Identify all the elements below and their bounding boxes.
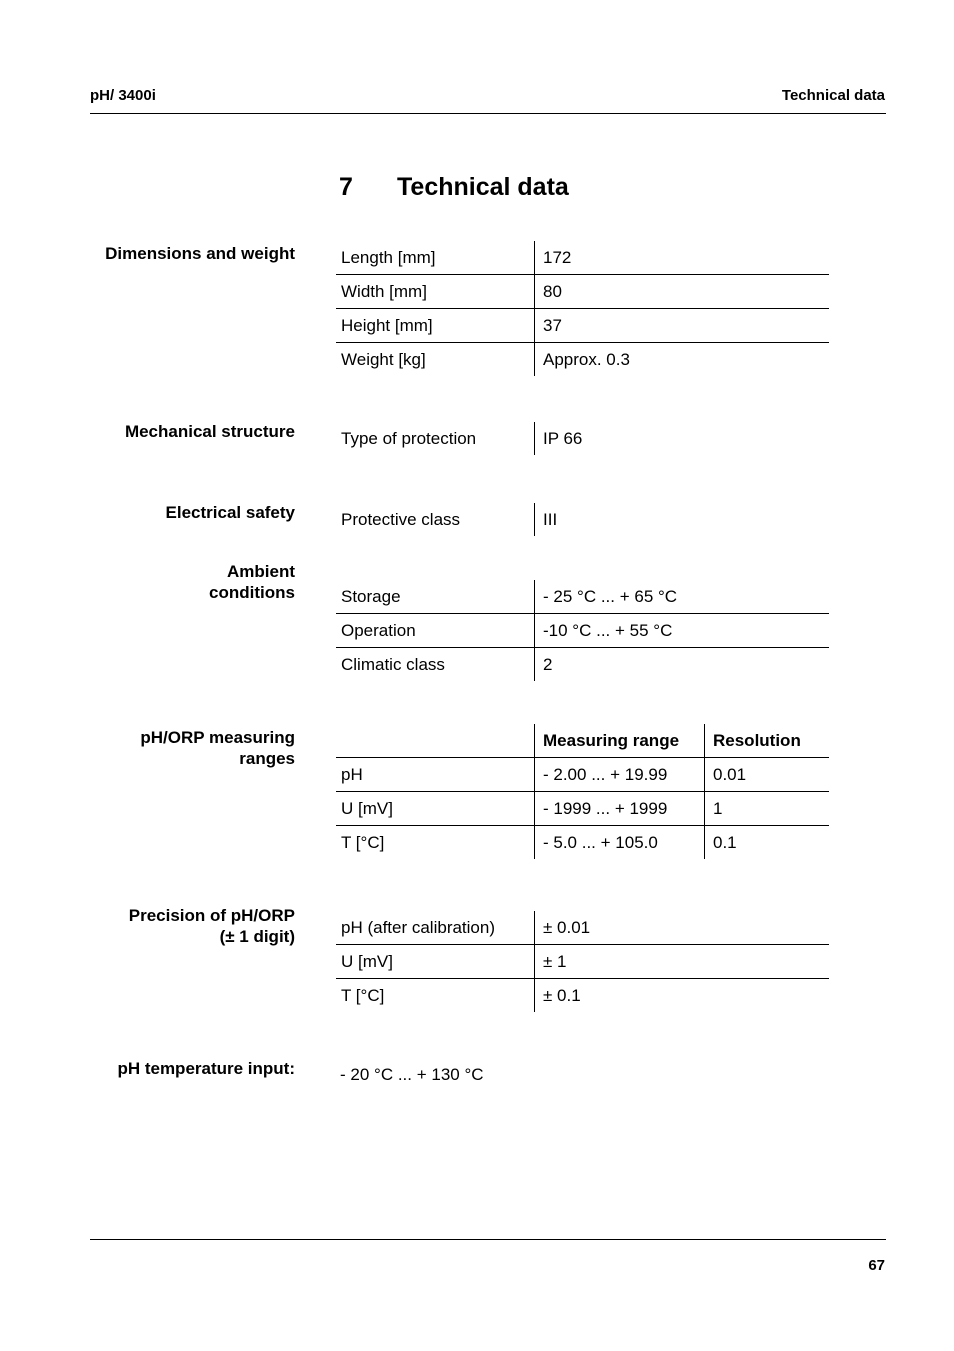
row-key: Weight [kg]	[336, 343, 535, 377]
section-label-ambient	[209, 561, 295, 603]
table-row	[336, 979, 829, 1013]
header-cell-resolution: Resolution	[705, 724, 830, 758]
table-row	[336, 758, 829, 792]
header-cell-range: Measuring range	[535, 724, 705, 758]
footer-rule	[90, 1239, 886, 1240]
row-key: pH (after calibration)	[341, 917, 496, 937]
table-row	[336, 911, 829, 945]
row-value: 2	[535, 648, 830, 682]
row-key: U [mV]	[336, 792, 535, 826]
row-key: T [°C]	[336, 979, 535, 1013]
row-resolution: 0.01	[705, 758, 830, 792]
temp-input-value: - 20 °C ... + 130 °C	[340, 1065, 484, 1084]
row-key: pH	[336, 758, 535, 792]
table-row	[336, 580, 829, 614]
row-key: U [mV]	[336, 945, 535, 979]
row-resolution: 0.1	[705, 826, 830, 860]
table-row	[336, 503, 829, 536]
section-label-electrical: Electrical safety	[165, 503, 295, 522]
chapter-title	[339, 173, 569, 202]
row-range: - 5.0 ... + 105.0	[535, 826, 705, 860]
row-key: Height [mm]	[336, 309, 535, 343]
section-label-dimensions: Dimensions and weight	[105, 244, 295, 263]
label-line: (± 1 digit)	[219, 927, 295, 946]
chapter-number: 7	[339, 173, 353, 201]
section-label-temp-input: pH temperature input:	[117, 1059, 295, 1078]
precision-table	[336, 911, 829, 1012]
row-key: Protective class	[341, 509, 461, 529]
chapter-heading: Technical data	[397, 173, 569, 201]
page-number: 67	[868, 1257, 885, 1274]
row-key: Storage	[341, 586, 401, 606]
table-row	[336, 792, 829, 826]
section-label-precision	[129, 905, 295, 947]
row-value: IP 66	[535, 422, 830, 455]
mechanical-table	[336, 422, 829, 455]
ambient-table	[336, 580, 829, 681]
row-key: Width [mm]	[336, 275, 535, 309]
table-row	[336, 826, 829, 860]
table-row	[336, 241, 829, 275]
row-key: Climatic class	[336, 648, 535, 682]
row-value: ± 0.01	[535, 911, 830, 945]
row-key: T [°C]	[336, 826, 535, 860]
table-row	[336, 945, 829, 979]
dimensions-table	[336, 241, 829, 376]
row-range: - 1999 ... + 1999	[535, 792, 705, 826]
row-value: 37	[535, 309, 830, 343]
table-row	[336, 614, 829, 648]
row-value: ± 0.1	[535, 979, 830, 1013]
label-line: Precision of pH/ORP	[128, 906, 295, 925]
row-value: ± 1	[535, 945, 830, 979]
table-header-row	[336, 724, 829, 758]
running-header-product: pH/ 3400i	[90, 87, 156, 104]
label-line: conditions	[209, 583, 295, 602]
label-line: Ambient	[227, 562, 295, 581]
row-value: 172	[535, 241, 830, 275]
table-row	[336, 648, 829, 682]
label-line: pH/ORP measuring	[140, 728, 295, 747]
section-label-ranges	[140, 727, 295, 769]
table-row	[336, 309, 829, 343]
ranges-table	[336, 724, 829, 859]
table-row	[336, 275, 829, 309]
row-value: III	[535, 503, 830, 536]
row-range: - 2.00 ... + 19.99	[535, 758, 705, 792]
row-resolution: 1	[705, 792, 830, 826]
table-row	[336, 343, 829, 377]
label-line: ranges	[239, 749, 295, 768]
table-row	[336, 422, 829, 455]
electrical-table	[336, 503, 829, 536]
row-value: - 25 °C ... + 65 °C	[535, 580, 830, 614]
row-key: Operation	[336, 614, 535, 648]
row-key: Length [mm]	[341, 247, 436, 267]
row-value: Approx. 0.3	[535, 343, 830, 377]
header-cell-empty	[336, 724, 535, 758]
row-key: Type of protection	[341, 428, 477, 448]
row-value: -10 °C ... + 55 °C	[535, 614, 830, 648]
header-rule	[90, 113, 886, 114]
section-label-mechanical: Mechanical structure	[124, 422, 295, 441]
running-header-section: Technical data	[781, 87, 885, 104]
row-value: 80	[535, 275, 830, 309]
